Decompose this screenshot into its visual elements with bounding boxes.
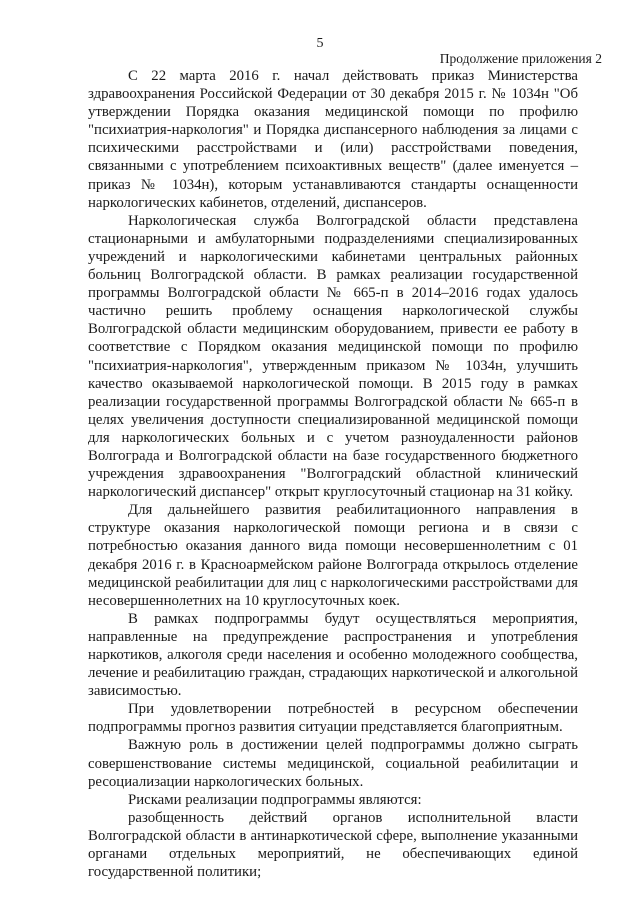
appendix-continuation-note: Продолжение приложения 2 [439,51,602,66]
paragraph-order-1034n: С 22 марта 2016 г. начал действовать приказ Министерства здравоохранения Российской Федерации от 30 декабря 2015 г. № 1034н "Об утверждении Порядка оказания медицинской помощи по профилю "психиатрия-наркология" и Порядка диспансерного наблюдения за лицами с психическими расстройствами и (или) расстройствами поведения, связанными с употреблением психоактивных веществ" (далее именуется – приказ № 1034н), которым устанавливаются стандарты оснащенности наркологических кабинетов, отделений, диспансеров. [88,68,578,211]
paragraph-rehabilitation-department: Для дальнейшего развития реабилитационного направления в структуре оказания наркологической помощи региона и в связи с потребностью оказания данного вида помощи несовершеннолетним с 01 декабря 2016 г. в Красноармейском районе Волгограда открылось отделение медицинской реабилитации для лиц с наркологическими расстройствами для несовершеннолетних на 10 круглосуточных коек. [88,502,578,609]
document-body [88,67,578,881]
page-number: 5 [316,36,324,51]
paragraph-risks-intro: Рисками реализации подпрограммы являются: [128,791,422,808]
paragraph-risk-item: разобщенность действий органов исполнительной власти Волгоградской области в антинаркотической сфере, выполнение указанными органами отдельных мероприятий, не обеспечивающих единой государственной политики; [88,809,578,881]
paragraph-rehabilitation-role: Важную роль в достижении целей подпрограммы должно сыграть совершенствование системы медицинской, социальной реабилитации и ресоциализации наркологических больных. [88,737,578,790]
paragraph-narcological-service: Наркологическая служба Волгоградской области представлена стационарными и амбулаторными подразделениями специализированных учреждений и наркологическими кабинетами центральных районных больниц Волгоградской области. В рамках реализации государственной программы Волгоградской области № 665-п в 2014–2016 годах удалось частично решить проблему оснащения наркологической службы Волгоградской области медицинским оборудованием, привести ее работу в соответствие с Порядком оказания медицинской помощи по профилю "психиатрия-наркология", утвержденным приказом № 1034н, улучшить качество оказываемой наркологической помощи. В 2015 году в рамках реализации государственной программы Волгоградской области № 665-п в целях увеличения доступности специализированной медицинской помощи для наркологических больных и с учетом разноудаленности районов Волгограда и Волгоградской области на базе государственного бюджетного учреждения здравоохранения "Волгоградский областной клинический наркологический диспансер" открыт круглосуточный стационар на 31 койку. [88,212,578,501]
paragraph-forecast: При удовлетворении потребностей в ресурсном обеспечении подпрограммы прогноз развития ситуации представляется благоприятным. [88,701,578,736]
paragraph-subprogram-measures: В рамках подпрограммы будут осуществляться мероприятия, направленные на предупреждение распространения и употребления наркотиков, алкоголя среди населения и особенно молодежного сообщества, лечение и реабилитацию граждан, страдающих наркотической и алкогольной зависимостью. [88,610,578,700]
